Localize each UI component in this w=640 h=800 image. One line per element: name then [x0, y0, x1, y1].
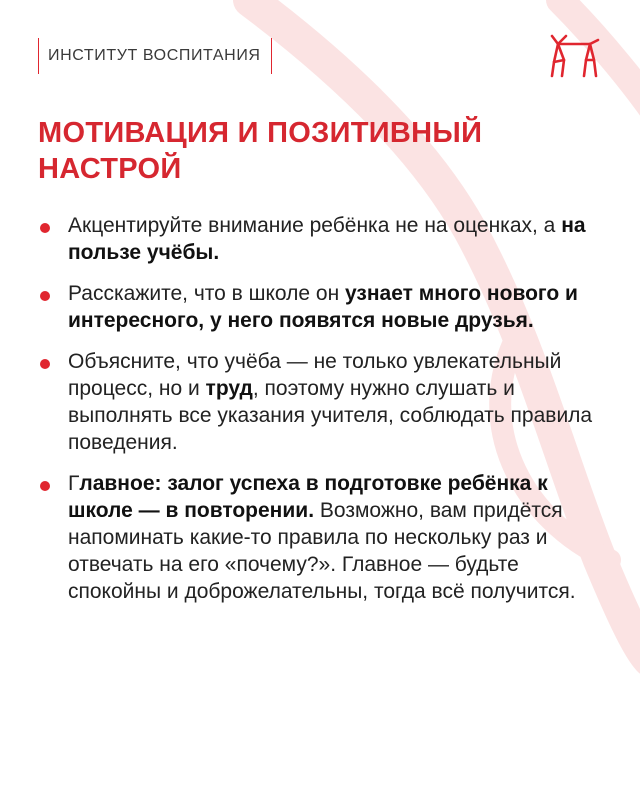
org-name: ИНСТИТУТ ВОСПИТАНИЯ — [48, 47, 261, 64]
bullet-icon — [40, 481, 50, 491]
org-header — [38, 38, 272, 74]
item-text: Главное: залог успеха в подготовке ребёнка к школе — в повторении. Возможно, вам придётся напоминать какие-то правила по нескольку раз и отвечать на его «почему?». Главное — будьте спокойны и доброжелательны, тогда всё получится. — [68, 472, 576, 603]
bullet-icon — [40, 291, 50, 301]
bullet-icon — [40, 223, 50, 233]
list-item — [38, 470, 598, 605]
list-item — [38, 348, 598, 456]
list-item — [38, 280, 598, 334]
item-text: Акцентируйте внимание ребёнка не на оценках, а на пользе учёбы. — [68, 214, 586, 264]
list-item — [38, 212, 598, 266]
page-title: МОТИВАЦИЯ И ПОЗИТИВНЫЙ НАСТРОЙ — [38, 117, 483, 185]
item-text: Объясните, что учёба — не только увлекательный процесс, но и труд, поэтому нужно слушать и выполнять все указания учителя, соблюдать правила поведения. — [68, 350, 593, 454]
advice-list — [38, 212, 598, 619]
horse-sketch-icon — [546, 30, 602, 80]
item-text: Расскажите, что в школе он узнает много нового и интересного, у него появятся новые друзья. — [68, 282, 578, 332]
bullet-icon — [40, 359, 50, 369]
